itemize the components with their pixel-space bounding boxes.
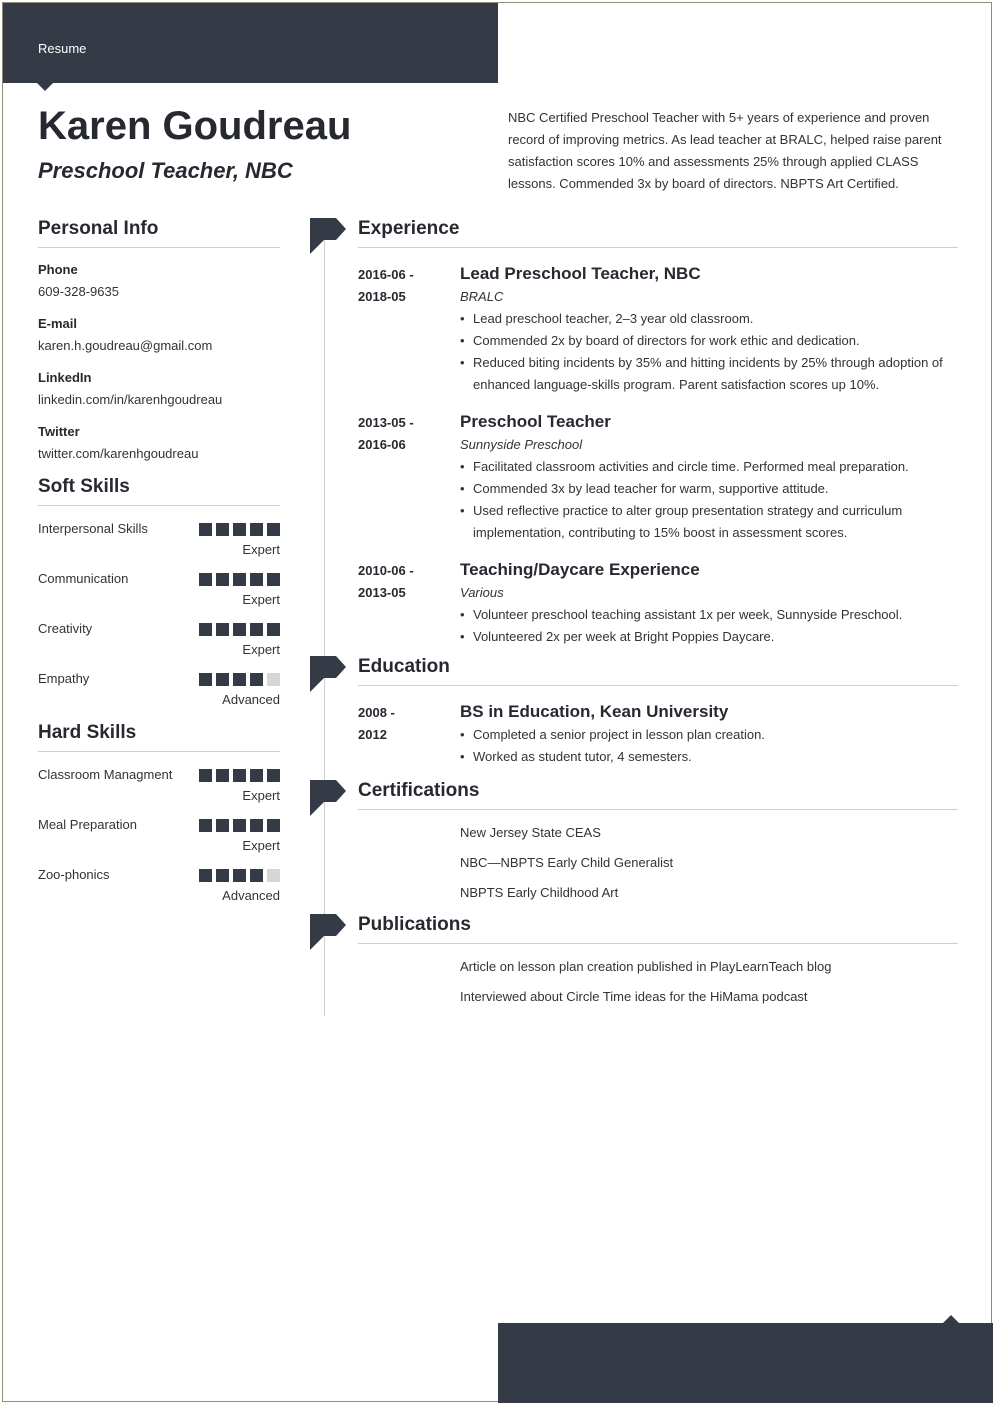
rating-square (267, 673, 280, 686)
rating-square (267, 819, 280, 832)
rating-square (267, 869, 280, 882)
soft-skills-list (38, 518, 280, 710)
info-label: Phone (38, 262, 78, 277)
date-start: 2010-06 - (358, 563, 414, 578)
candidate-name: Karen Goudreau (38, 104, 352, 148)
publications-list (460, 956, 958, 1008)
rating-square (250, 869, 263, 882)
rating-square (233, 869, 246, 882)
certifications-list (460, 822, 958, 904)
bullet-item: • Completed a senior project in lesson plan creation. (460, 724, 958, 746)
entry-body (460, 262, 958, 396)
footer-notch (943, 1315, 959, 1323)
banner-label: Resume (38, 41, 87, 56)
rating-square (216, 523, 229, 536)
rating-square (199, 769, 212, 782)
skill-rating (199, 769, 280, 782)
rating-square (199, 523, 212, 536)
entry-role: Preschool Teacher (460, 412, 611, 431)
skill-item (38, 668, 280, 710)
left-column (38, 218, 280, 914)
entry-bullets (460, 456, 958, 544)
date-start: 2016-06 - (358, 267, 414, 282)
rating-square (233, 673, 246, 686)
entry-body (460, 410, 958, 544)
entry (358, 700, 958, 768)
skill-name: Zoo-phonics (38, 867, 110, 882)
candidate-title: Preschool Teacher, NBC (38, 158, 293, 183)
entry-org: BRALC (460, 289, 504, 304)
date-end: 2012 (358, 727, 387, 742)
bullet-item: • Volunteer preschool teaching assistant 1x per week, Sunnyside Preschool. (460, 604, 958, 626)
rating-square (250, 623, 263, 636)
education-marker (310, 656, 346, 692)
entry-date (358, 702, 448, 746)
soft-skills-heading: Soft Skills (38, 476, 280, 506)
rating-square (250, 673, 263, 686)
education-heading: Education (358, 656, 958, 686)
skill-item (38, 764, 280, 806)
rating-square (250, 769, 263, 782)
skill-rating (199, 623, 280, 636)
skill-level: Expert (242, 542, 280, 557)
hard-skills-list (38, 764, 280, 906)
footer-banner (498, 1323, 993, 1403)
date-end: 2016-06 (358, 437, 406, 452)
experience-list (358, 262, 958, 648)
bullet-item: • Commended 3x by lead teacher for warm, supportive attitude. (460, 478, 958, 500)
personal-info-list (38, 260, 280, 464)
bullet-item: • Worked as student tutor, 4 semesters. (460, 746, 958, 768)
rating-square (199, 673, 212, 686)
rating-square (216, 819, 229, 832)
bullet-item: • Facilitated classroom activities and circle time. Performed meal preparation. (460, 456, 958, 478)
bullet-item: • Reduced biting incidents by 35% and hitting incidents by 25% through adoption of enhanced language-skills program. Parent satisfaction scores up 10%. (460, 352, 958, 396)
publications-section (358, 914, 958, 1016)
bullet-item: • Used reflective practice to alter group presentation strategy and curriculum implementation, contributing to 15% boost in assessment scores. (460, 500, 958, 544)
skill-item (38, 814, 280, 856)
entry (358, 262, 958, 396)
rating-square (216, 673, 229, 686)
entry-date (358, 264, 448, 308)
experience-heading: Experience (358, 218, 958, 248)
info-value: karen.h.goudreau@gmail.com (38, 338, 213, 353)
entry (358, 410, 958, 544)
rating-square (199, 623, 212, 636)
education-section (358, 656, 958, 768)
rating-square (233, 523, 246, 536)
profile-summary: NBC Certified Preschool Teacher with 5+ years of experience and proven record of improving metrics. As lead teacher at BRALC, helped raise parent satisfaction scores 10% and assessments 25% through applied CLASS lessons. Commended 3x by board of directors. NBPTS Art Certified. (508, 110, 942, 191)
date-end: 2018-05 (358, 289, 406, 304)
entry-org: Sunnyside Preschool (460, 437, 583, 452)
skill-level: Expert (242, 642, 280, 657)
entry-date (358, 412, 448, 456)
entry (358, 558, 958, 648)
skill-rating (199, 819, 280, 832)
skill-name: Communication (38, 571, 129, 586)
skill-level: Expert (242, 592, 280, 607)
skill-name: Interpersonal Skills (38, 521, 148, 536)
education-list (358, 700, 958, 768)
entry-role: Lead Preschool Teacher, NBC (460, 264, 701, 283)
skill-level: Advanced (222, 888, 280, 903)
rating-square (267, 573, 280, 586)
entry-role: BS in Education, Kean University (460, 702, 729, 721)
publication-item: Article on lesson plan creation published in PlayLearnTeach blog (460, 959, 832, 974)
rating-square (233, 769, 246, 782)
experience-marker (310, 218, 346, 254)
rating-square (216, 769, 229, 782)
entry-body (460, 558, 958, 648)
skill-item (38, 568, 280, 610)
skill-rating (199, 869, 280, 882)
publications-marker (310, 914, 346, 950)
banner-notch (37, 83, 53, 91)
rating-square (233, 819, 246, 832)
skill-level: Expert (242, 838, 280, 853)
skill-name: Classroom Managment (38, 767, 173, 782)
rating-square (233, 573, 246, 586)
date-end: 2013-05 (358, 585, 406, 600)
skill-level: Advanced (222, 692, 280, 707)
skill-item (38, 864, 280, 906)
date-start: 2008 - (358, 705, 395, 720)
skill-rating (199, 573, 280, 586)
entry-bullets (460, 724, 958, 768)
bullet-item: • Commended 2x by board of directors for work ethic and dedication. (460, 330, 958, 352)
certification-item: NBPTS Early Childhood Art (460, 885, 619, 900)
entry-bullets (460, 308, 958, 396)
entry-date (358, 560, 448, 604)
timeline-line (324, 240, 325, 1016)
certification-item: New Jersey State CEAS (460, 825, 601, 840)
rating-square (216, 573, 229, 586)
info-label: Twitter (38, 424, 80, 439)
publication-item: Interviewed about Circle Time ideas for the HiMama podcast (460, 989, 808, 1004)
rating-square (267, 769, 280, 782)
entry-org: Various (460, 585, 504, 600)
certification-item: NBC—NBPTS Early Child Generalist (460, 855, 674, 870)
rating-square (267, 623, 280, 636)
info-value: 609-328-9635 (38, 284, 119, 299)
skill-level: Expert (242, 788, 280, 803)
skill-name: Creativity (38, 621, 93, 636)
rating-square (250, 819, 263, 832)
entry-bullets (460, 604, 958, 648)
experience-section (358, 218, 958, 648)
bullet-item: • Volunteered 2x per week at Bright Poppies Daycare. (460, 626, 958, 648)
info-label: E-mail (38, 316, 78, 331)
skill-item (38, 618, 280, 660)
publications-heading: Publications (358, 914, 958, 944)
entry-body (460, 700, 958, 768)
header-banner (3, 3, 498, 83)
skill-name: Meal Preparation (38, 817, 137, 832)
info-value: linkedin.com/in/karenhgoudreau (38, 392, 223, 407)
skill-rating (199, 673, 280, 686)
certifications-marker (310, 780, 346, 816)
rating-square (199, 819, 212, 832)
skill-item (38, 518, 280, 560)
info-label: LinkedIn (38, 370, 92, 385)
personal-info-heading: Personal Info (38, 218, 280, 248)
rating-square (216, 623, 229, 636)
rating-square (199, 573, 212, 586)
hard-skills-heading: Hard Skills (38, 722, 280, 752)
rating-square (199, 869, 212, 882)
rating-square (250, 523, 263, 536)
entry-role: Teaching/Daycare Experience (460, 560, 700, 579)
rating-square (250, 573, 263, 586)
skill-rating (199, 523, 280, 536)
rating-square (216, 869, 229, 882)
rating-square (267, 523, 280, 536)
skill-name: Empathy (38, 671, 90, 686)
certifications-section (358, 780, 958, 912)
info-value: twitter.com/karenhgoudreau (38, 446, 199, 461)
bullet-item: • Lead preschool teacher, 2–3 year old classroom. (460, 308, 958, 330)
rating-square (233, 623, 246, 636)
date-start: 2013-05 - (358, 415, 414, 430)
certifications-heading: Certifications (358, 780, 958, 810)
